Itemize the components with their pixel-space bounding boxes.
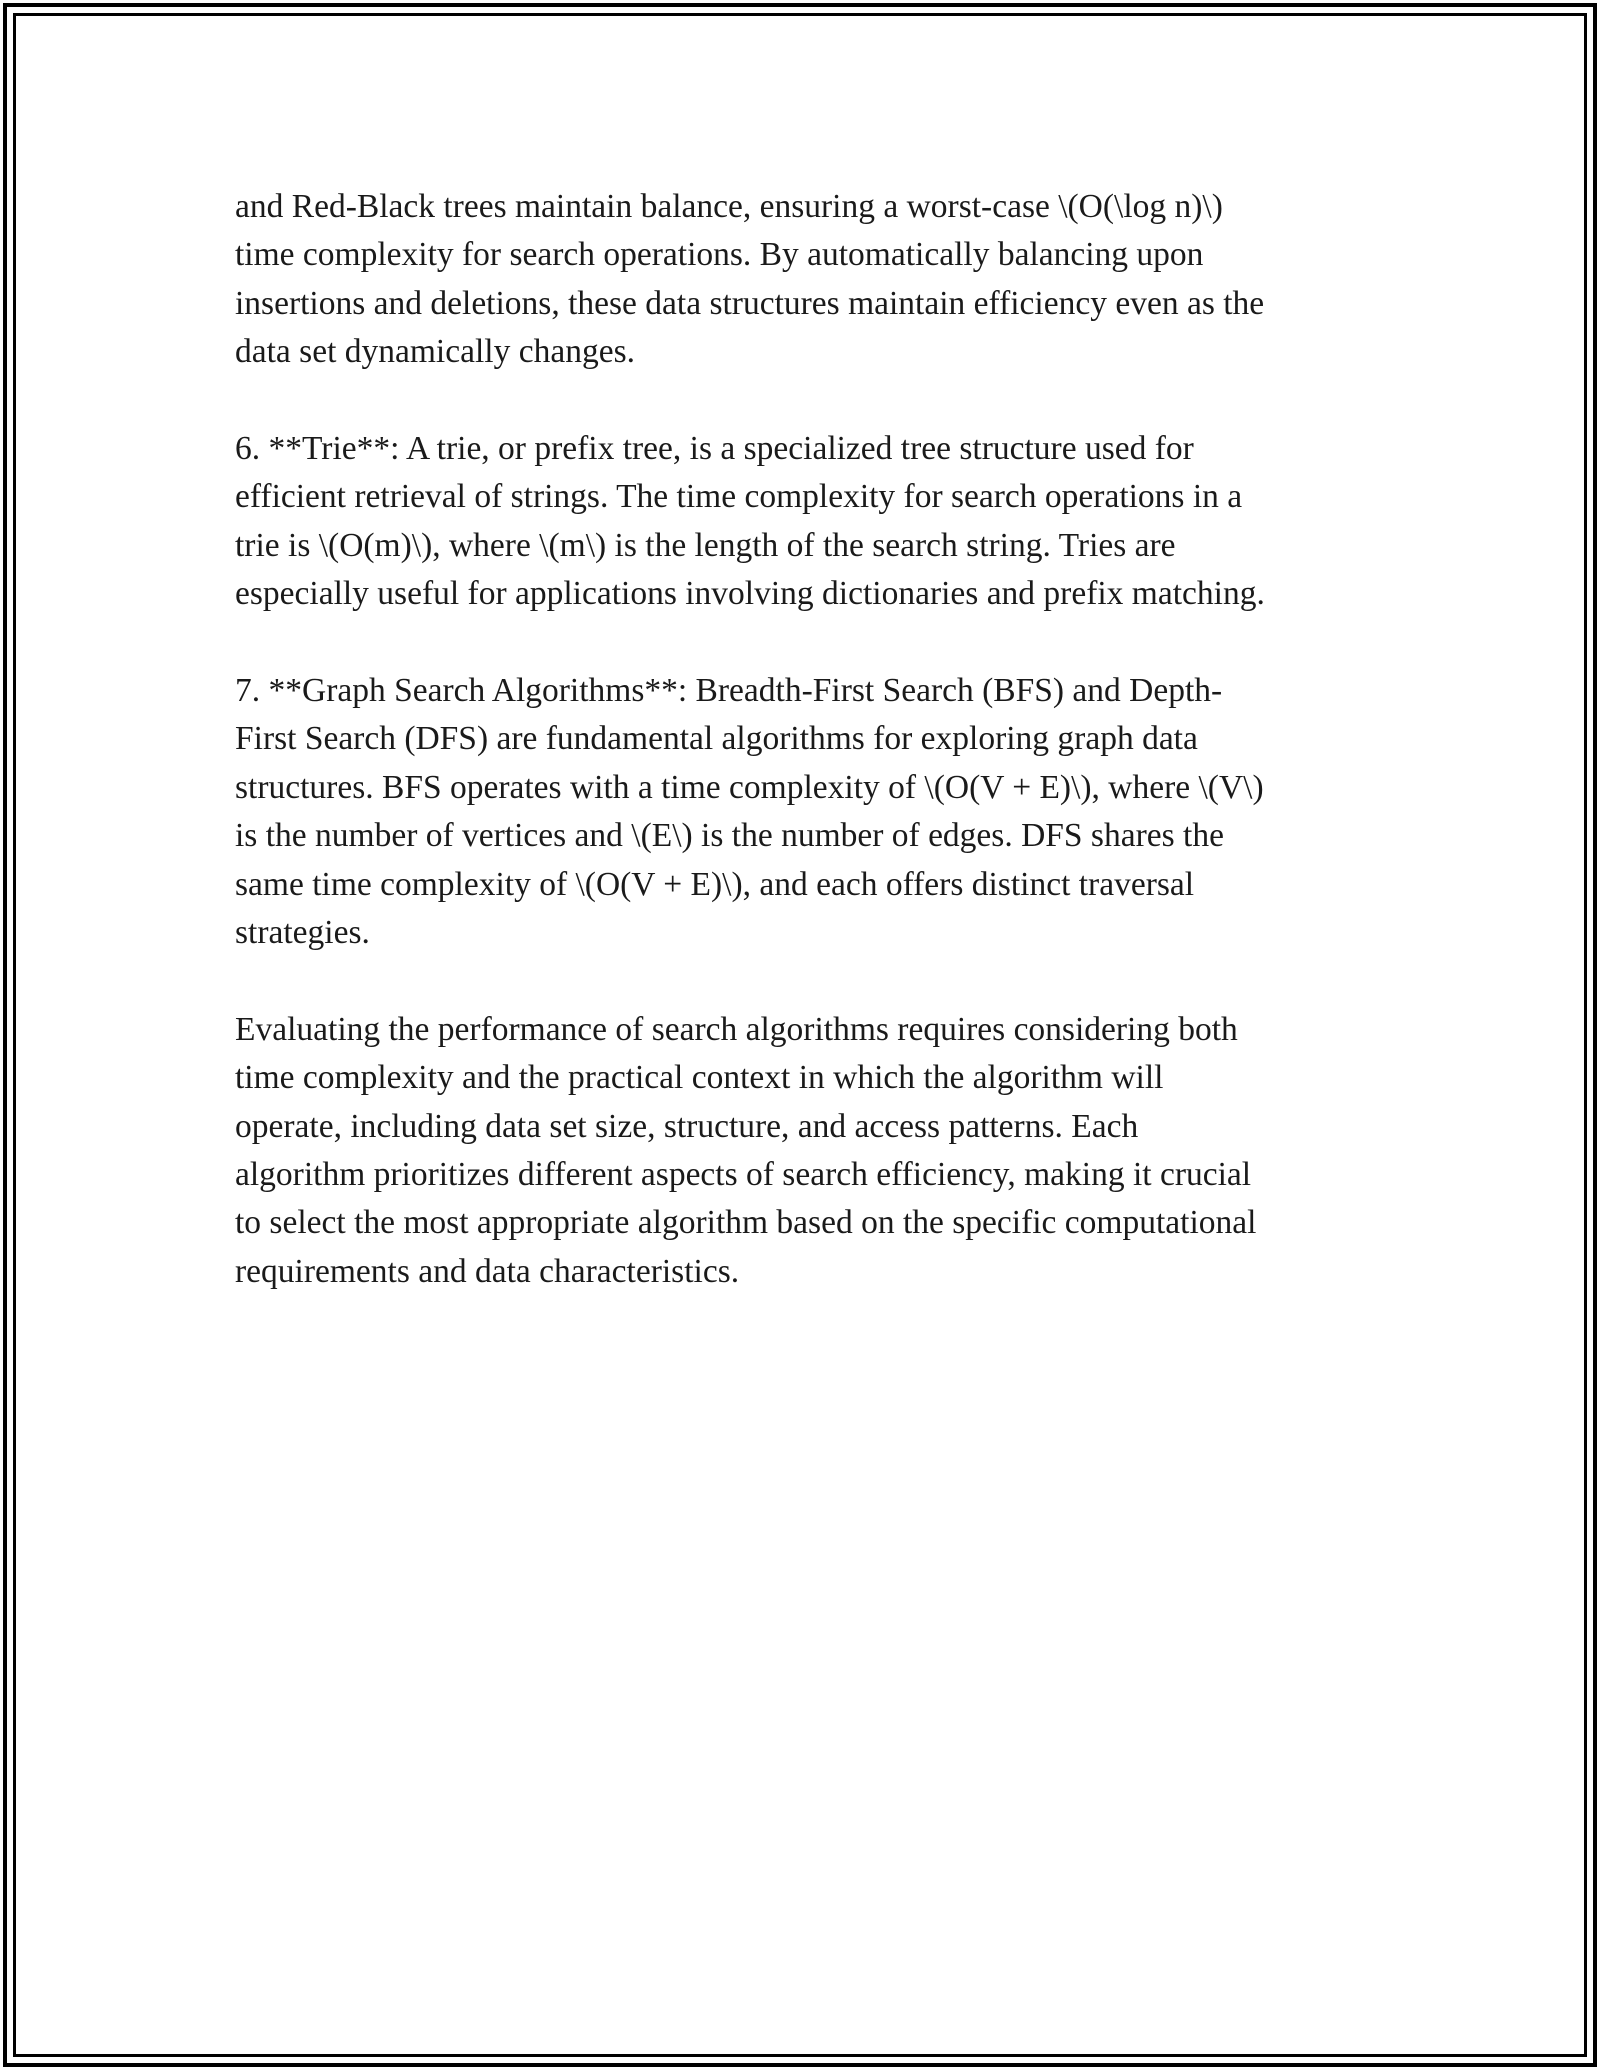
paragraph-balanced-trees: and Red-Black trees maintain balance, ensuring a worst-case \(O(\log n)\) time complexity for search operations. By automatically balancing upon insertions and deletions, these data structures maintain efficiency even as the data set dynamically changes.	[235, 188, 1265, 371]
paragraph-graph-search: 7. **Graph Search Algorithms**: Breadth-First Search (BFS) and Depth- First Search (DFS) are fundamental algorithms for exploring graph data structures. BFS operates with a time complexity of \(O(V + E)\), where \(V\) is the number of vertices and \(E\) is the number of edges. DFS shares the same time complexity of \(O(V + E)\), and each offers distinct traversal strategies.	[235, 672, 1264, 952]
paragraph-conclusion: Evaluating the performance of search algorithms requires considering both time complexity and the practical context in which the algorithm will operate, including data set size, structure, and access patterns. Each algorithm prioritizes different aspects of search efficiency, making it crucial to select the most appropriate algorithm based on the specific computational requirements and data characteristics.	[235, 1010, 1257, 1290]
document-body	[235, 183, 1375, 1345]
paragraph-trie: 6. **Trie**: A trie, or prefix tree, is a specialized tree structure used for efficient retrieval of strings. The time complexity for search operations in a trie is \(O(m)\), where \(m\) is the length of the search string. Tries are especially useful for applications involving dictionaries and prefix matching.	[235, 430, 1265, 613]
